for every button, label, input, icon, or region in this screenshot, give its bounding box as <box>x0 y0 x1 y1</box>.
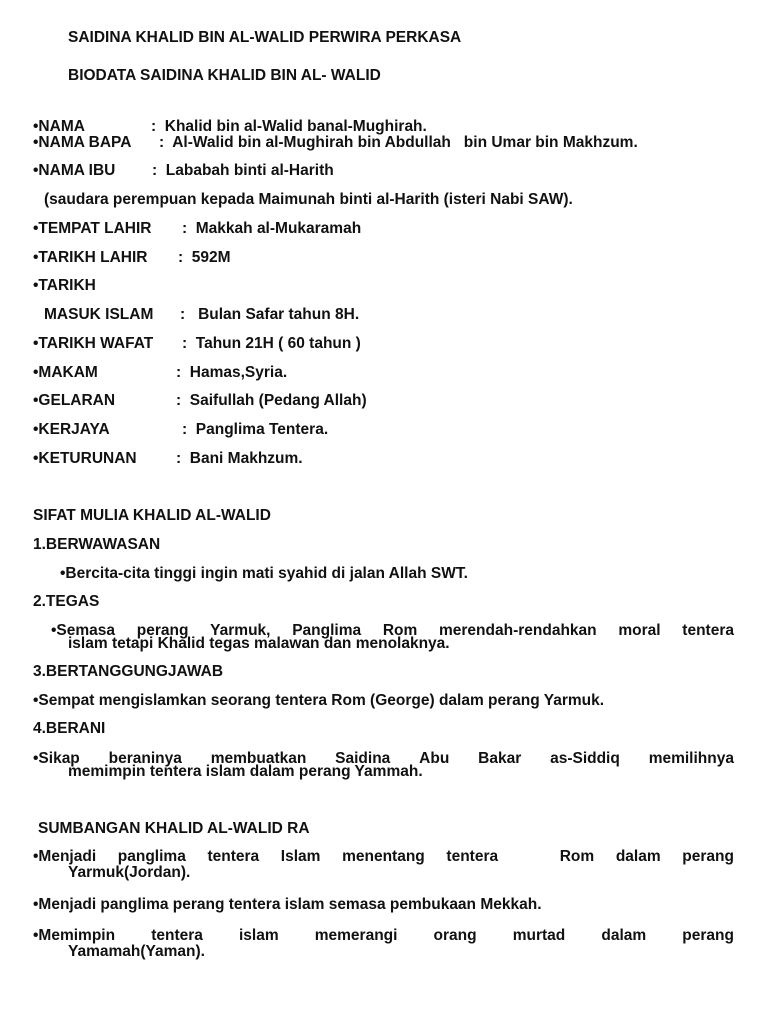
sifat-item1-title: 1.BERWAWASAN <box>33 536 161 553</box>
sifat-item2-title: 2.TEGAS <box>33 593 100 610</box>
nama-label: •NAMA <box>33 118 85 135</box>
tempat-lahir-label: •TEMPAT LAHIR <box>33 220 152 237</box>
sifat-item1-text: •Bercita-cita tinggi ingin mati syahid di jalan Allah SWT. <box>60 565 468 582</box>
gelaran-label: •GELARAN <box>33 392 116 409</box>
sumbangan-item3-line2: Yamamah(Yaman). <box>68 943 205 960</box>
biodata-nama-ibu <box>33 162 334 180</box>
word: tentera <box>446 848 499 865</box>
word: •Semasa <box>51 622 116 639</box>
sifat-item4-title: 4.BERANI <box>33 720 106 737</box>
gelaran-value: : Saifullah (Pedang Allah) <box>176 392 367 409</box>
sumbangan-item2-text: •Menjadi panglima perang tentera islam semasa pembukaan Mekkah. <box>33 896 542 913</box>
word: beraninya <box>108 750 182 767</box>
word: Rom <box>382 622 418 639</box>
sifat-item3-text: •Sempat mengislamkan seorang tentera Rom (George) dalam perang Yarmuk. <box>33 692 605 709</box>
sumbangan-item1-line2: Yarmuk(Jordan). <box>68 864 191 881</box>
word: tentera <box>682 622 734 639</box>
masuk-islam-label: MASUK ISLAM <box>44 306 154 323</box>
word: membuatkan <box>210 750 307 767</box>
tempat-lahir-value: : Makkah al-Mukaramah <box>182 220 362 237</box>
word: Abu <box>419 750 450 767</box>
biodata-nama-bapa <box>33 134 638 152</box>
sifat-heading: SIFAT MULIA KHALID AL-WALID <box>33 507 271 524</box>
biodata-keturunan <box>33 450 303 468</box>
word: memerangi <box>314 927 398 944</box>
biodata-tarikh: •TARIKH <box>33 277 96 294</box>
makam-value: : Hamas,Syria. <box>176 364 288 381</box>
keturunan-label: •KETURUNAN <box>33 450 137 467</box>
biodata-makam <box>33 364 287 382</box>
word: perang <box>682 927 734 944</box>
word: tentera <box>151 927 203 944</box>
sifat-item4-line2: memimpin tentera islam dalam perang Yammah. <box>68 763 423 780</box>
sifat-item3-title: 3.BERTANGGUNGJAWAB <box>33 663 224 680</box>
word: tentera <box>207 848 260 865</box>
word: murtad <box>512 927 566 944</box>
biodata-ibu-note: (saudara perempuan kepada Maimunah binti al-Harith (isteri Nabi SAW). <box>44 191 573 208</box>
biodata-gelaran <box>33 392 367 410</box>
kerjaya-value: : Panglima Tentera. <box>182 421 329 438</box>
word: panglima <box>117 848 186 865</box>
tarikh-wafat-value: : Tahun 21H ( 60 tahun ) <box>182 335 361 352</box>
word: Rom <box>559 848 595 865</box>
word: moral <box>618 622 661 639</box>
word: Islam <box>280 848 321 865</box>
word: •Sikap <box>33 750 80 767</box>
tarikh-wafat-label: •TARIKH WAFAT <box>33 335 154 352</box>
word: merendah-rendahkan <box>439 622 597 639</box>
biodata-masuk-islam <box>44 306 359 324</box>
sumbangan-heading: SUMBANGAN KHALID AL-WALID RA <box>38 820 310 837</box>
biodata-heading: BIODATA SAIDINA KHALID BIN AL- WALID <box>68 67 381 84</box>
document-title: SAIDINA KHALID BIN AL-WALID PERWIRA PERKASA <box>68 29 462 46</box>
word: •Memimpin <box>33 927 116 944</box>
makam-label: •MAKAM <box>33 364 98 381</box>
word: menentang <box>342 848 425 865</box>
word: as-Siddiq <box>550 750 620 767</box>
biodata-tarikh-lahir <box>33 249 231 267</box>
kerjaya-label: •KERJAYA <box>33 421 110 438</box>
nama-ibu-value: : Lababah binti al-Harith <box>152 162 334 179</box>
word: orang <box>433 927 477 944</box>
masuk-islam-value: : Bulan Safar tahun 8H. <box>180 306 360 323</box>
sifat-item2-line2: islam tetapi Khalid tegas malawan dan menolaknya. <box>68 635 450 652</box>
word: perang <box>682 848 734 865</box>
nama-bapa-value: : Al-Walid bin al-Mughirah bin Abdullah bin Umar bin Makhzum. <box>159 134 638 151</box>
word: Yarmuk, <box>210 622 271 639</box>
tarikh-lahir-label: •TARIKH LAHIR <box>33 249 148 266</box>
word: dalam <box>601 927 647 944</box>
nama-ibu-label: •NAMA IBU <box>33 162 116 179</box>
keturunan-value: : Bani Makhzum. <box>176 450 303 467</box>
word: Saidina <box>335 750 391 767</box>
word: Bakar <box>478 750 522 767</box>
nama-bapa-label: •NAMA BAPA <box>33 134 132 151</box>
biodata-tempat-lahir <box>33 220 361 238</box>
tarikh-lahir-value: : 592M <box>178 249 231 266</box>
word: •Menjadi <box>33 848 97 865</box>
word: perang <box>136 622 189 639</box>
word: dalam <box>615 848 661 865</box>
word: islam <box>238 927 279 944</box>
nama-value: : Khalid bin al-Walid banal-Mughirah. <box>151 118 427 135</box>
word: Panglima <box>292 622 362 639</box>
biodata-tarikh-wafat <box>33 335 361 353</box>
biodata-kerjaya <box>33 421 328 439</box>
word: memilihnya <box>648 750 734 767</box>
